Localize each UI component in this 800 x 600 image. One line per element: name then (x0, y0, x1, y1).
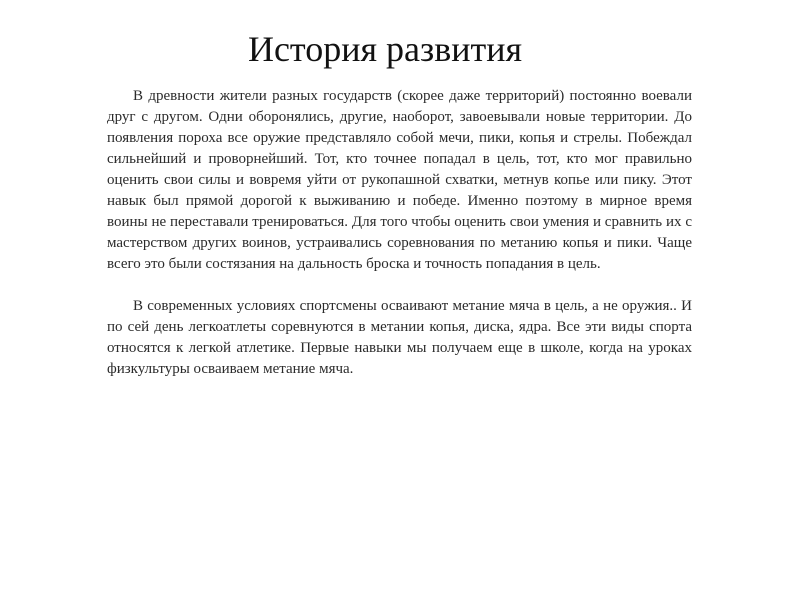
slide-title: История развития (247, 29, 523, 69)
paragraph-history: В древности жители разных государств (скорее даже территорий) постоянно воевали друг с другом. Одни оборонялись, другие, наоборот, завоевывали новые территории. До появления пороха все оружие представляло собой мечи, пики, копья и стрелы. Побеждал сильнейший и проворнейший. Тот, кто точнее попадал в цель, тот, кто мог правильно оценить свои силы и вовремя уйти от рукопашной схватки, метнув копье или пику. Этот навык был прямой дорогой к выживанию и победе. Именно поэтому в мирное время воины не переставали тренироваться. Для того чтобы оценить свои умения и сравнить их с мастерством других воинов, устраивались соревнования по метанию копья и пики. Чаще всего это были состязания на дальность броска и точность попадания в цель. (107, 88, 692, 272)
slide-body-text (107, 86, 692, 380)
paragraph-modern: В современных условиях спортсмены осваивают метание мяча в цель, а не оружия.. И по сей день легкоатлеты соревнуются в метании копья, диска, ядра. Все эти виды спорта относятся к легкой атлетике. Первые навыки мы получаем еще в школе, когда на уроках физкультуры осваиваем метание мяча. (107, 298, 692, 377)
